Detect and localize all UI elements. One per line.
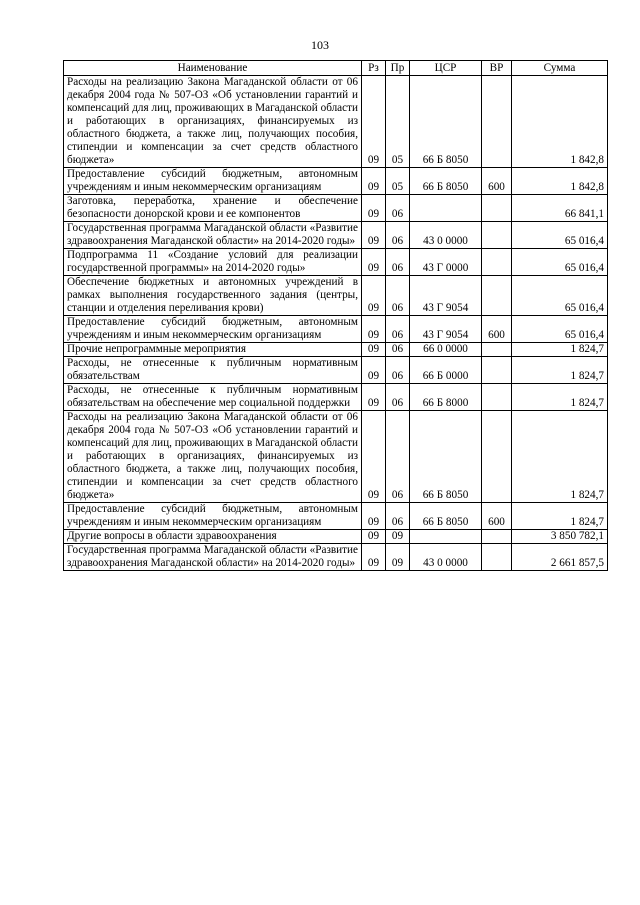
- cell-vr: 600: [482, 316, 512, 343]
- cell-sum: 1 824,7: [512, 503, 608, 530]
- cell-name: Расходы, не отнесенные к публичным нормативным обязательствам на обеспечение мер социальной поддержки: [64, 384, 362, 411]
- table-row: [64, 343, 608, 357]
- table-row: [64, 168, 608, 195]
- cell-csr: 66 Б 8050: [410, 503, 482, 530]
- cell-pr: 06: [386, 343, 410, 357]
- cell-sum: 1 842,8: [512, 76, 608, 168]
- cell-pr: 09: [386, 544, 410, 571]
- table-row: [64, 276, 608, 316]
- cell-csr: 66 Б 8050: [410, 76, 482, 168]
- table-row: [64, 503, 608, 530]
- cell-name: Предоставление субсидий бюджетным, автономным учреждениям и иным некоммерческим организациям: [64, 503, 362, 530]
- cell-pr: 05: [386, 168, 410, 195]
- cell-rz: 09: [362, 384, 386, 411]
- cell-sum: 65 016,4: [512, 276, 608, 316]
- cell-pr: 06: [386, 249, 410, 276]
- table-row: [64, 384, 608, 411]
- cell-rz: 09: [362, 316, 386, 343]
- table-body: [64, 76, 608, 571]
- cell-csr: 66 0 0000: [410, 343, 482, 357]
- cell-rz: 09: [362, 530, 386, 544]
- cell-pr: 06: [386, 222, 410, 249]
- cell-vr: [482, 276, 512, 316]
- cell-sum: 65 016,4: [512, 316, 608, 343]
- table-header: [64, 61, 608, 76]
- cell-vr: [482, 544, 512, 571]
- cell-rz: 09: [362, 544, 386, 571]
- cell-csr: 66 Б 8050: [410, 168, 482, 195]
- cell-pr: 06: [386, 195, 410, 222]
- cell-sum: 65 016,4: [512, 222, 608, 249]
- cell-vr: [482, 222, 512, 249]
- cell-sum: 1 842,8: [512, 168, 608, 195]
- header-csr: ЦСР: [410, 61, 482, 76]
- cell-pr: 05: [386, 76, 410, 168]
- cell-pr: 06: [386, 316, 410, 343]
- cell-pr: 06: [386, 411, 410, 503]
- cell-pr: 06: [386, 503, 410, 530]
- cell-rz: 09: [362, 343, 386, 357]
- table-row: [64, 249, 608, 276]
- cell-vr: [482, 249, 512, 276]
- cell-name: Государственная программа Магаданской области «Развитие здравоохранения Магаданской области» на 2014-2020 годы»: [64, 222, 362, 249]
- cell-rz: 09: [362, 222, 386, 249]
- header-name: Наименование: [64, 61, 362, 76]
- cell-name: Предоставление субсидий бюджетным, автономным учреждениям и иным некоммерческим организациям: [64, 316, 362, 343]
- table-row: [64, 357, 608, 384]
- cell-sum: 1 824,7: [512, 384, 608, 411]
- cell-vr: [482, 76, 512, 168]
- cell-sum: 3 850 782,1: [512, 530, 608, 544]
- table-row: [64, 76, 608, 168]
- cell-name: Другие вопросы в области здравоохранения: [64, 530, 362, 544]
- cell-pr: 06: [386, 357, 410, 384]
- cell-pr: 09: [386, 530, 410, 544]
- cell-csr: 66 Б 8050: [410, 411, 482, 503]
- cell-vr: [482, 357, 512, 384]
- cell-name: Предоставление субсидий бюджетным, автономным учреждениям и иным некоммерческим организациям: [64, 168, 362, 195]
- cell-csr: 43 0 0000: [410, 544, 482, 571]
- table-row: [64, 411, 608, 503]
- cell-pr: 06: [386, 384, 410, 411]
- cell-vr: [482, 195, 512, 222]
- cell-csr: 43 Г 0000: [410, 249, 482, 276]
- header-row: [64, 61, 608, 76]
- cell-name: Обеспечение бюджетных и автономных учреждений в рамках выполнения государственного задания (центры, станции и отделения переливания крови): [64, 276, 362, 316]
- cell-sum: 1 824,7: [512, 343, 608, 357]
- cell-name: Заготовка, переработка, хранение и обеспечение безопасности донорской крови и ее компонентов: [64, 195, 362, 222]
- budget-table: [63, 60, 608, 571]
- cell-csr: 43 Г 9054: [410, 276, 482, 316]
- cell-rz: 09: [362, 76, 386, 168]
- cell-vr: 600: [482, 168, 512, 195]
- cell-csr: 66 Б 8000: [410, 384, 482, 411]
- cell-vr: [482, 530, 512, 544]
- cell-csr: [410, 530, 482, 544]
- cell-rz: 09: [362, 195, 386, 222]
- header-pr: Пр: [386, 61, 410, 76]
- cell-vr: [482, 384, 512, 411]
- table-row: [64, 530, 608, 544]
- cell-vr: [482, 343, 512, 357]
- page-number: 103: [311, 38, 329, 52]
- cell-name: Подпрограмма 11 «Создание условий для реализации государственной программы» на 2014-2020 годы»: [64, 249, 362, 276]
- header-vr: ВР: [482, 61, 512, 76]
- cell-name: Государственная программа Магаданской области «Развитие здравоохранения Магаданской области» на 2014-2020 годы»: [64, 544, 362, 571]
- cell-vr: 600: [482, 503, 512, 530]
- cell-csr: 43 0 0000: [410, 222, 482, 249]
- cell-sum: 1 824,7: [512, 411, 608, 503]
- cell-csr: 66 Б 0000: [410, 357, 482, 384]
- cell-rz: 09: [362, 503, 386, 530]
- cell-sum: 65 016,4: [512, 249, 608, 276]
- cell-rz: 09: [362, 276, 386, 316]
- cell-name: Расходы на реализацию Закона Магаданской области от 06 декабря 2004 года № 507-ОЗ «Об установлении гарантий и компенсаций для лиц, проживающих в Магаданской области и работающих в организациях, финансируемых из областного бюджета, а также лиц, получающих пособия, стипендии и компенсации за счет средств областного бюджета»: [64, 411, 362, 503]
- cell-name: Расходы на реализацию Закона Магаданской области от 06 декабря 2004 года № 507-ОЗ «Об установлении гарантий и компенсаций для лиц, проживающих в Магаданской области и работающих в организациях, финансируемых из областного бюджета, а также лиц, получающих пособия, стипендии и компенсации за счет средств областного бюджета»: [64, 76, 362, 168]
- cell-csr: [410, 195, 482, 222]
- cell-rz: 09: [362, 249, 386, 276]
- cell-sum: 2 661 857,5: [512, 544, 608, 571]
- cell-rz: 09: [362, 411, 386, 503]
- cell-name: Прочие непрограммные мероприятия: [64, 343, 362, 357]
- table-row: [64, 544, 608, 571]
- table-row: [64, 195, 608, 222]
- cell-sum: 1 824,7: [512, 357, 608, 384]
- cell-vr: [482, 411, 512, 503]
- cell-rz: 09: [362, 357, 386, 384]
- cell-sum: 66 841,1: [512, 195, 608, 222]
- table-row: [64, 222, 608, 249]
- cell-pr: 06: [386, 276, 410, 316]
- header-sum: Сумма: [512, 61, 608, 76]
- table-row: [64, 316, 608, 343]
- cell-name: Расходы, не отнесенные к публичным нормативным обязательствам: [64, 357, 362, 384]
- cell-csr: 43 Г 9054: [410, 316, 482, 343]
- cell-rz: 09: [362, 168, 386, 195]
- header-rz: Рз: [362, 61, 386, 76]
